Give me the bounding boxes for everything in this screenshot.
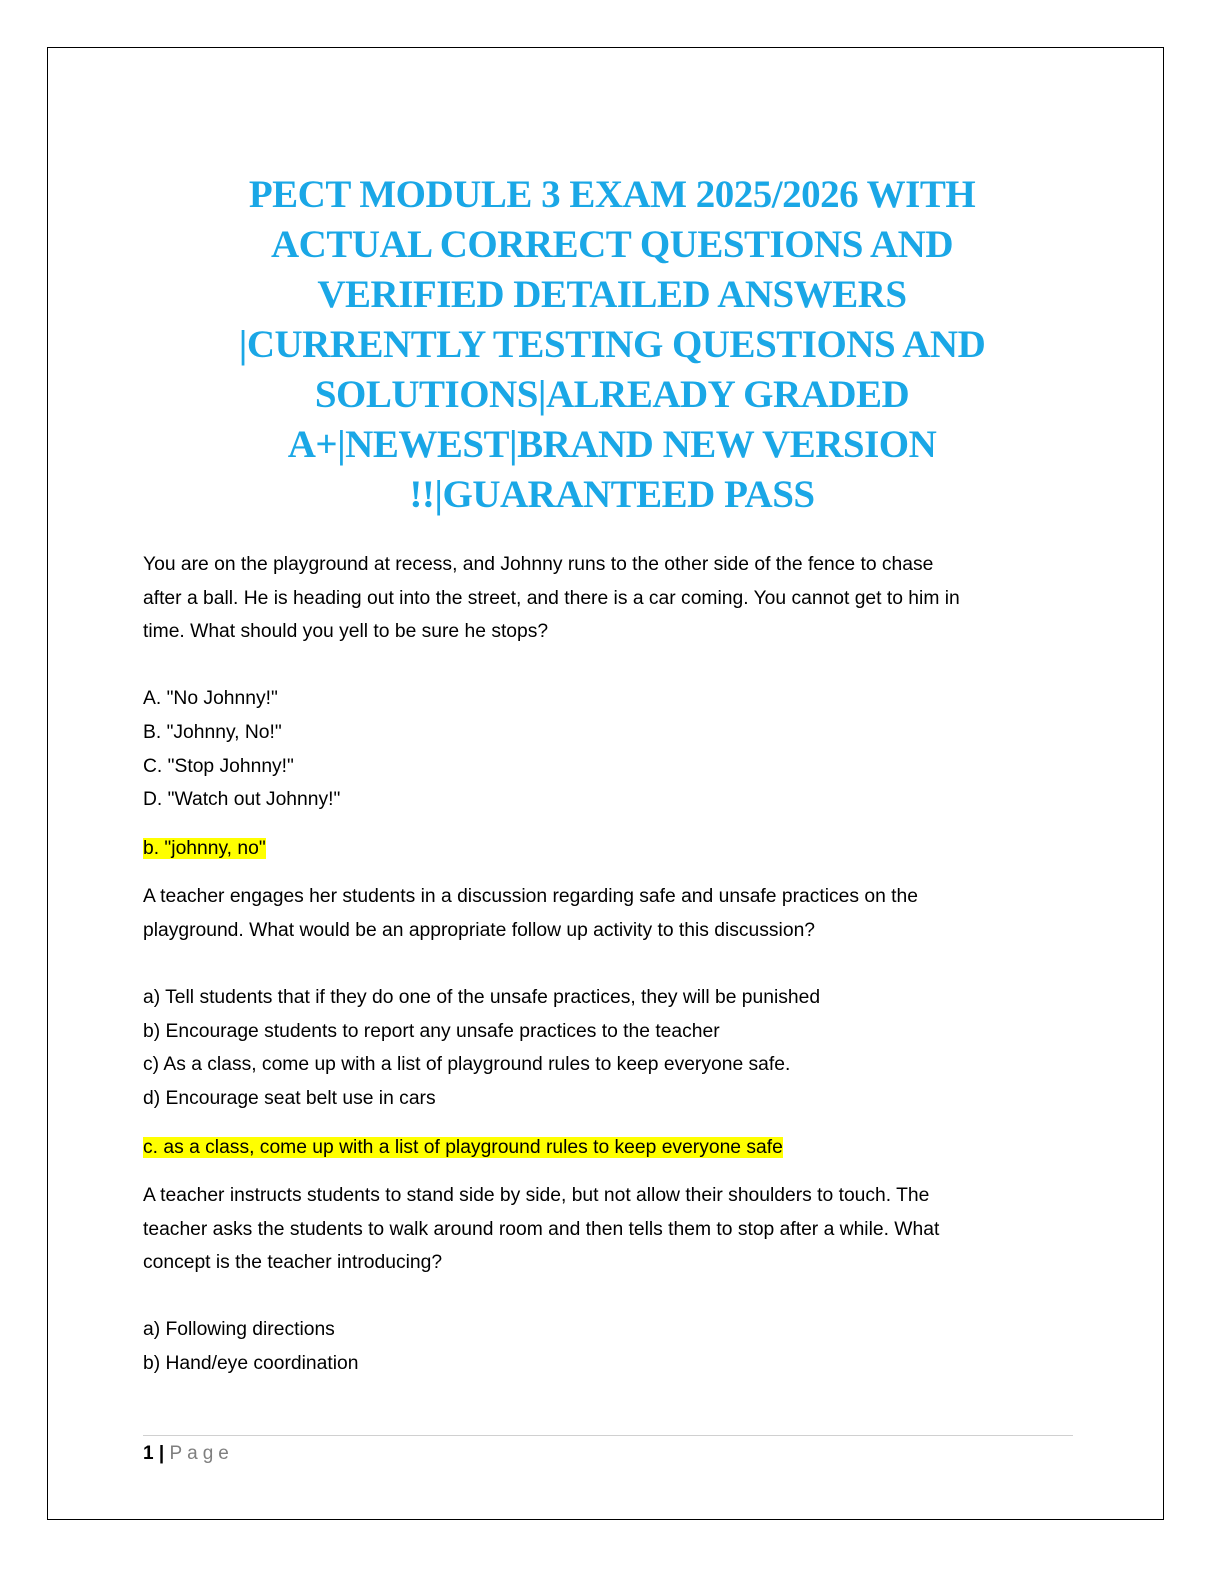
option-item: A. "No Johnny!" — [143, 688, 278, 710]
options-list — [143, 1313, 1083, 1380]
option-item: a) Tell students that if they do one of the unsafe practices, they will be punished — [143, 987, 821, 1009]
options-list — [143, 682, 1083, 816]
question-line: teacher asks the students to walk around room and then tells them to stop after a while. What — [143, 1218, 940, 1240]
title-line: VERIFIED DETAILED ANSWERS — [317, 273, 907, 316]
question-text — [143, 548, 1083, 649]
question-line: You are on the playground at recess, and Johnny runs to the other side of the fence to chase — [143, 554, 934, 575]
question-text — [143, 880, 1083, 947]
question-block — [143, 1179, 1083, 1381]
option-item: b) Encourage students to report any unsafe practices to the teacher — [143, 1020, 720, 1042]
question-line: playground. What would be an appropriate follow up activity to this discussion? — [143, 919, 816, 941]
answer-text: b. "johnny, no" — [143, 837, 266, 859]
page-footer — [143, 1440, 234, 1468]
title-line: |CURRENTLY TESTING QUESTIONS AND — [238, 323, 986, 366]
question-block — [143, 880, 1083, 1164]
option-item: B. "Johnny, No!" — [143, 721, 282, 743]
title-line: A+|NEWEST|BRAND NEW VERSION — [287, 423, 937, 466]
page-number: 1 — [143, 1443, 154, 1464]
question-line: A teacher instructs students to stand side by side, but not allow their shoulders to touch. The — [143, 1185, 930, 1207]
page-label: Page — [169, 1443, 234, 1464]
footer-separator: | — [158, 1443, 165, 1464]
option-item: D. "Watch out Johnny!" — [143, 789, 341, 811]
title-line: SOLUTIONS|ALREADY GRADED — [314, 373, 910, 416]
option-item: C. "Stop Johnny!" — [143, 755, 294, 777]
questions-body — [143, 548, 1083, 1381]
question-block — [143, 548, 1083, 865]
footer-divider — [143, 1435, 1073, 1436]
question-line: after a ball. He is heading out into the street, and there is a car coming. You cannot get to him in — [143, 587, 960, 609]
question-line: time. What should you yell to be sure he stops? — [143, 621, 549, 643]
title-line: ACTUAL CORRECT QUESTIONS AND — [270, 223, 954, 266]
answer-highlight — [143, 1131, 1083, 1165]
options-list — [143, 981, 1083, 1115]
title-line: PECT MODULE 3 EXAM 2025/2026 WITH — [248, 173, 976, 216]
question-line: concept is the teacher introducing? — [143, 1252, 443, 1274]
answer-text: c. as a class, come up with a list of playground rules to keep everyone safe — [143, 1136, 783, 1158]
option-item: c) As a class, come up with a list of playground rules to keep everyone safe. — [143, 1054, 791, 1076]
answer-highlight — [143, 832, 1083, 866]
question-text — [143, 1179, 1083, 1280]
question-line: A teacher engages her students in a discussion regarding safe and unsafe practices on the — [143, 886, 918, 908]
document-title — [140, 170, 1084, 520]
option-item: a) Following directions — [143, 1319, 335, 1341]
option-item: d) Encourage seat belt use in cars — [143, 1087, 436, 1109]
option-item: b) Hand/eye coordination — [143, 1353, 359, 1375]
title-line: !!|GUARANTEED PASS — [409, 473, 815, 516]
